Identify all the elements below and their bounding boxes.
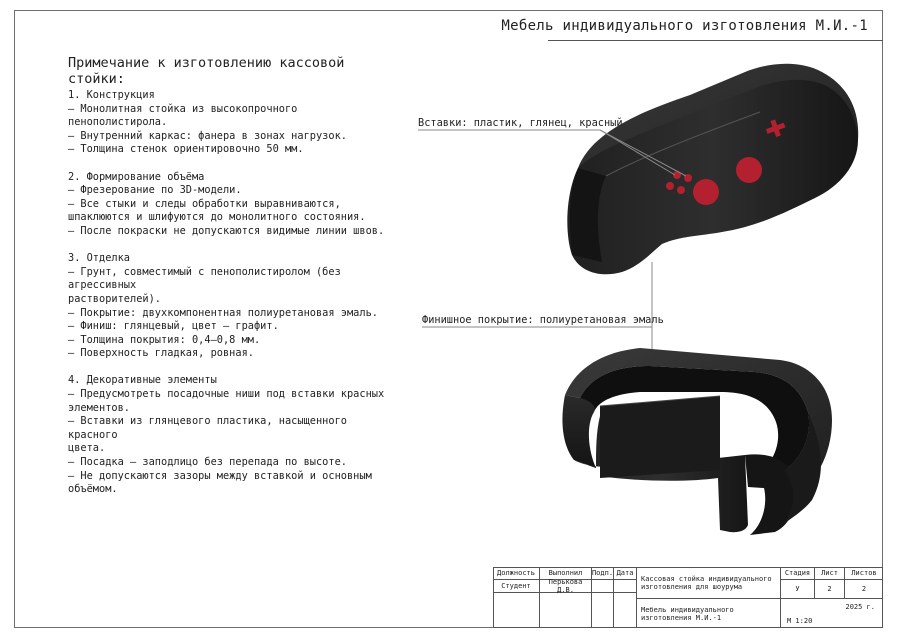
notes-line: цвета. <box>68 442 106 455</box>
stamp-sheets-value: 2 <box>845 580 883 599</box>
notes-line: элементов. <box>68 401 130 414</box>
stamp-performer-value: Перькова Д.В. <box>540 580 592 593</box>
sheet-title: Мебель индивидуального изготовления М.И.-1 <box>501 18 868 34</box>
callout-inserts: Вставки: пластик, глянец, красный <box>418 117 623 129</box>
notes-line: – Предусмотреть посадочные ниши под вставки красных <box>68 388 385 401</box>
stamp-header-stage: Стадия <box>781 567 815 580</box>
notes-line: – Вставки из глянцевого пластика, насыщенного красного <box>68 415 347 441</box>
notes-line: – Поверхность гладкая, ровная. <box>68 347 254 360</box>
callout-finish: Финишное покрытие: полиуретановая эмаль <box>422 314 664 326</box>
counter-rear-view <box>562 348 832 535</box>
stamp-scale: М 1:20 <box>787 617 813 625</box>
stamp-empty-2 <box>540 593 592 628</box>
stamp-empty-4 <box>614 593 637 628</box>
callout-leader-finish <box>422 262 652 352</box>
red-insert-dot-left <box>666 182 674 190</box>
notes-line: – После покраски не допускаются видимые линии швов. <box>68 224 385 237</box>
stamp-item-title: Мебель индивидуального изготовления М.И.-1 <box>637 599 781 628</box>
notes-line: – Грунт, совместимый с пенополистиролом (без агрессивных <box>68 265 341 292</box>
stamp-empty-1 <box>493 593 540 628</box>
notes-line: – Монолитная стойка из высокопрочного пенополистирола. <box>68 102 298 129</box>
notes-line: объёмом. <box>68 483 118 496</box>
stamp-date-value <box>614 580 637 593</box>
notes-section-title: 1. Конструкция <box>68 89 155 101</box>
stamp-header-sheets: Листов <box>845 567 883 580</box>
stamp-header-performed: Выполнил <box>540 567 592 580</box>
notes-line: – Фрезерование по 3D-модели. <box>68 184 242 197</box>
rear-inner-slab <box>600 396 720 478</box>
red-insert-dot-bottom <box>677 186 685 194</box>
notes-line: – Не допускаются зазоры между вставкой и основным <box>68 469 372 482</box>
notes-line: растворителей). <box>68 292 161 305</box>
stamp-sheet-value: 2 <box>815 580 845 599</box>
notes-line: – Внутренний каркас: фанера в зонах нагрузок. <box>68 129 347 142</box>
stamp-year: 2025 г. <box>845 603 875 611</box>
notes-line: – Покрытие: двухкомпонентная полиуретановая эмаль. <box>68 306 378 319</box>
counter-front-face <box>567 80 858 275</box>
stamp-position-value: Студент <box>493 580 540 593</box>
stamp-header-sheet: Лист <box>815 567 845 580</box>
stamp-header-date: Дата <box>614 567 637 580</box>
title-block <box>493 567 883 628</box>
notes-section-title: 2. Формирование объёма <box>68 170 205 183</box>
stamp-header-signature: Подп. <box>592 567 614 580</box>
red-insert-button-right <box>736 157 762 183</box>
notes-heading: Примечание к изготовлению кассовой стойки: <box>68 55 345 87</box>
counter-front-view <box>567 64 858 275</box>
notes-line: – Финиш: глянцевый, цвет — графит. <box>68 320 279 333</box>
notes-line: – Посадка — заподлицо без перепада по высоте. <box>68 456 347 469</box>
rear-left-wall <box>562 395 596 468</box>
stamp-project-title: Кассовая стойка индивидуального изготовления для шоурума <box>637 567 781 599</box>
stamp-stage-value: У <box>781 580 815 599</box>
notes-line: – Толщина покрытия: 0,4–0,8 мм. <box>68 333 261 346</box>
notes-section-title: 4. Декоративные элементы <box>68 374 217 387</box>
red-insert-button-left <box>693 179 719 205</box>
notes-line: шпаклюются и шлифуются до монолитного состояния. <box>68 211 366 224</box>
notes-line: – Все стыки и следы обработки выравниваются, <box>68 197 341 210</box>
notes-section-title: 3. Отделка <box>68 252 130 265</box>
stamp-signature-value <box>592 580 614 593</box>
notes-line: – Толщина стенок ориентировочно 50 мм. <box>68 143 304 156</box>
stamp-empty-3 <box>592 593 614 628</box>
stamp-header-position: Должность <box>493 567 540 580</box>
